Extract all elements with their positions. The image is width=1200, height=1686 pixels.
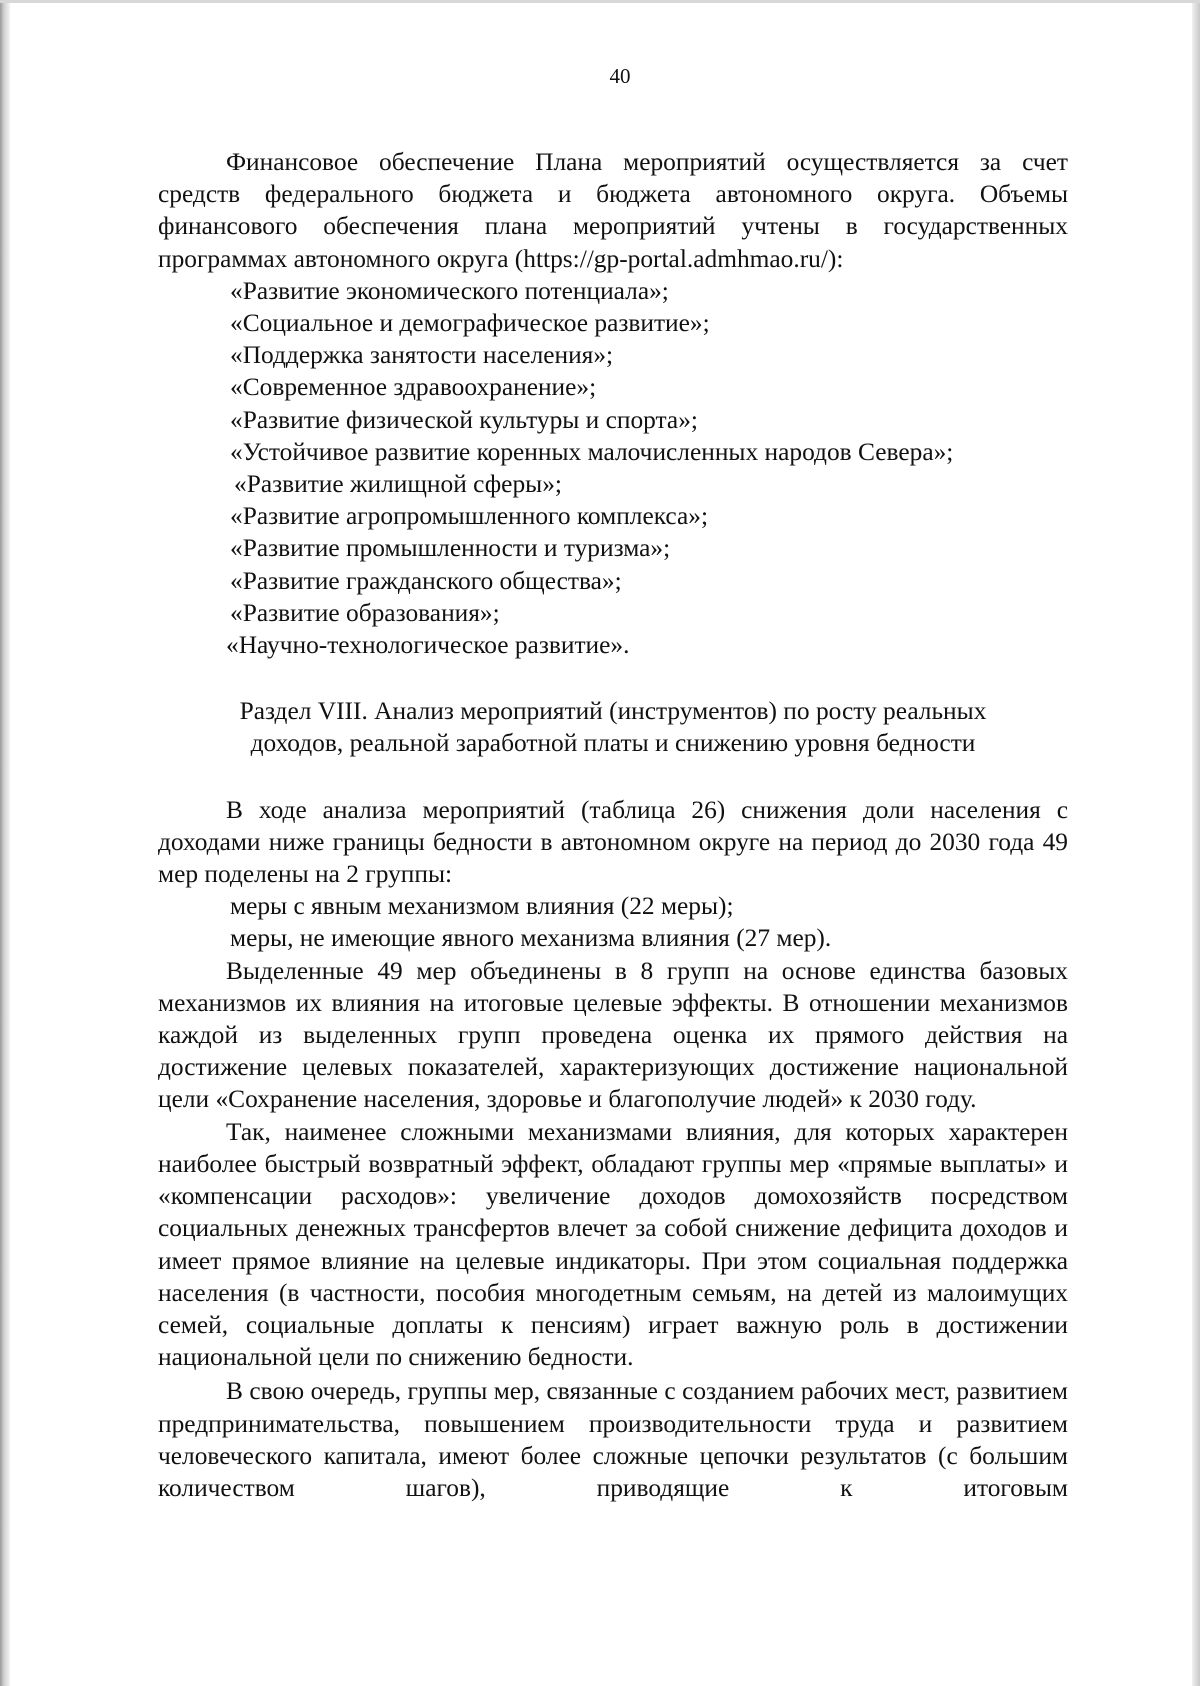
program-item: «Развитие гражданского общества»; — [230, 566, 622, 595]
group-item-1: меры с явным механизмом влияния (22 меры); — [230, 892, 734, 921]
scan-edge-top — [0, 0, 1200, 3]
analysis-paragraph-1: В ходе анализа мероприятий (таблица 26) снижения доли населения с доходами ниже границы бедности в автономном округе на период до 2030 года 49 мер поделены на 2 группы: — [158, 795, 1068, 889]
analysis-paragraph-4: В свою очередь, группы мер, связанные с созданием рабочих мест, развитием предпринимательства, повышением производительности труда и развитием человеческого капитала, имеют более сложные цепочки результатов (с большим количеством шагов), приводящие к итоговым — [158, 1377, 1068, 1502]
program-item: «Развитие промышленности и туризма»; — [230, 534, 671, 563]
program-item: «Социальное и демографическое развитие»; — [230, 309, 710, 338]
intro-paragraph: Финансовое обеспечение Плана мероприятий осуществляется за счет средств федерального бюджета и бюджета автономного округа. Объемы финансового обеспечения плана мероприятий учтены в государственных программах автономного округа (https://gp-portal.admhmao.ru/): — [158, 148, 1068, 273]
section-heading-line2: доходов, реальной заработной платы и снижению уровня бедности — [250, 729, 976, 758]
program-item: «Поддержка занятости населения»; — [230, 341, 614, 370]
page-number: 40 — [609, 64, 631, 88]
section-heading-line1: Раздел VIII. Анализ мероприятий (инструментов) по росту реальных — [239, 697, 987, 726]
group-item-2: меры, не имеющие явного механизма влияния (27 мер). — [230, 924, 832, 953]
program-item: «Устойчивое развитие коренных малочисленных народов Севера»; — [230, 437, 954, 466]
scan-edge-right — [1192, 0, 1200, 1686]
program-item: «Научно-технологическое развитие». — [226, 631, 630, 660]
program-item: «Развитие жилищной сферы»; — [234, 470, 562, 499]
analysis-paragraph-3: Так, наименее сложными механизмами влияния, для которых характерен наиболее быстрый возвратный эффект, обладают группы мер «прямые выплаты» и «компенсации расходов»: увеличение доходов домохозяйств посредством социальных денежных трансфертов влечет за собой снижение дефицита доходов и имеет прямое влияние на целевые индикаторы. При этом социальная поддержка населения (в частности, пособия многодетным семьям, на детей из малоимущих семей, социальные доплаты к пенсиям) играет важную роль в достижении национальной цели по снижению бедности. — [158, 1117, 1068, 1372]
document-body — [158, 146, 1068, 1504]
programs-list — [158, 275, 1068, 661]
program-item: «Развитие агропромышленного комплекса»; — [230, 502, 709, 531]
scan-edge-left — [0, 0, 10, 1686]
analysis-paragraph-2: Выделенные 49 мер объединены в 8 групп на основе единства базовых механизмов их влияния на итоговые целевые эффекты. В отношении механизмов каждой из выделенных групп проведена оценка их прямого действия на достижение целевых показателей, характеризующих достижение национальной цели «Сохранение населения, здоровье и благополучие людей» к 2030 году. — [158, 956, 1068, 1114]
program-item: «Развитие физической культуры и спорта»; — [230, 405, 698, 434]
program-item: «Развитие экономического потенциала»; — [230, 276, 669, 305]
section-heading — [158, 695, 1068, 759]
program-item: «Развитие образования»; — [230, 598, 500, 627]
program-item: «Современное здравоохранение»; — [230, 373, 597, 402]
